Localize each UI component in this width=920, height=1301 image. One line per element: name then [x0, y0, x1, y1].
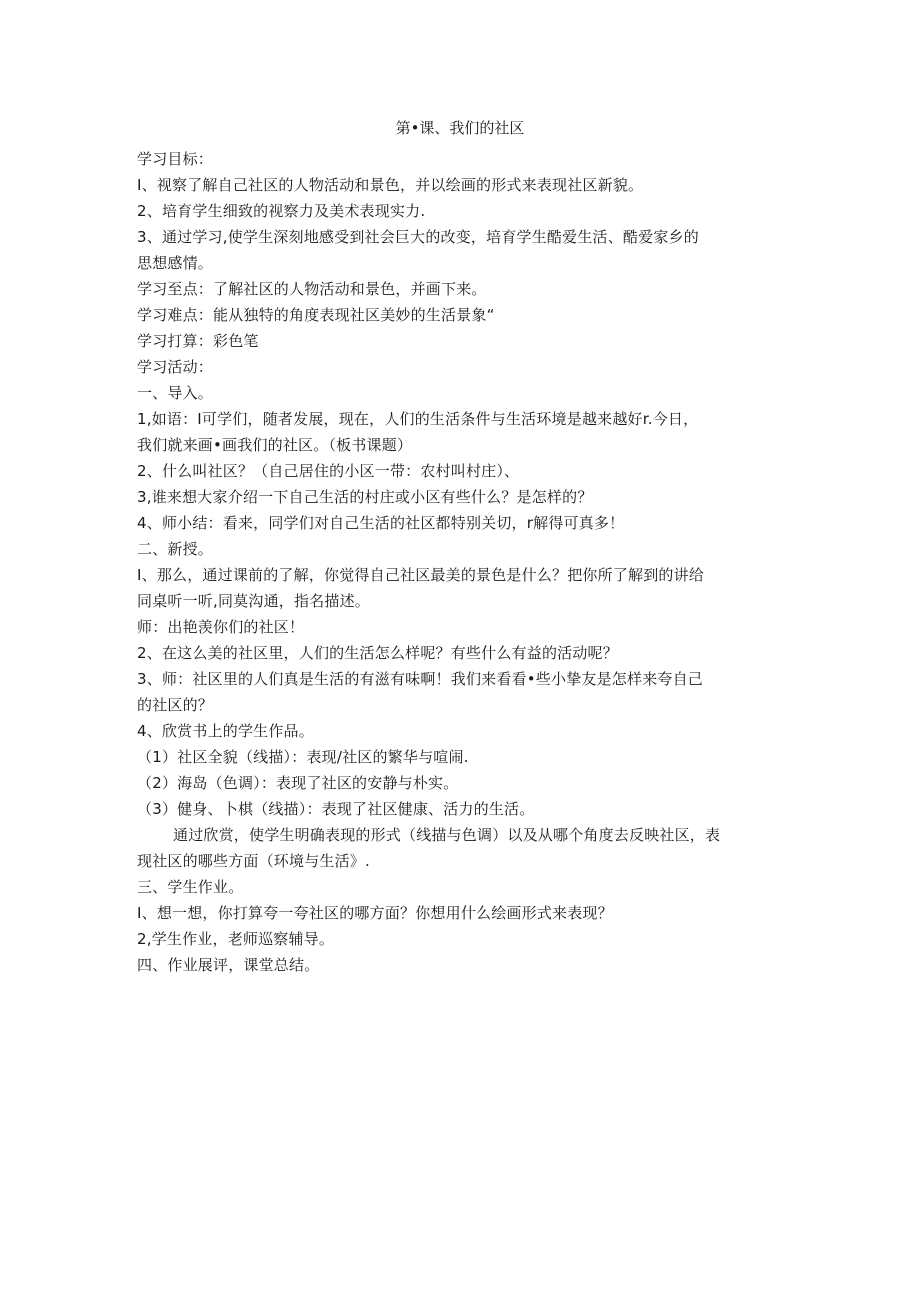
- text-line: 同桌听一听,同莫沟通，指名描述。: [137, 592, 370, 610]
- text-line: 一、导入。: [137, 384, 214, 402]
- text-line: 思想感情。: [137, 254, 214, 272]
- text-line: 2、培育学生细致的视察力及美术表现实力.: [137, 202, 426, 220]
- text-line: 学习打算：彩色笔: [137, 332, 259, 350]
- text-line: 我们就来画•画我们的社区。（板书课题）: [137, 436, 413, 454]
- text-line: 的社区的？: [137, 696, 214, 714]
- text-line: I、视察了解自己社区的人物活动和景色，并以绘画的形式来表现社区新貌。: [137, 176, 644, 194]
- text-line: （1）社区全貌（线描）：表现/社区的繁华与喧闹.: [137, 748, 469, 766]
- text-line: 1,如语：I可学们，随者发展，现在，人们的生活条件与生活环境是越来越好r.今日，: [137, 410, 699, 428]
- text-line: 三、学生作业。: [137, 878, 244, 896]
- text-line: 师：出艳羡你们的社区！: [137, 618, 305, 636]
- text-line: （3）健身、卜棋（线描）：表现了社区健康、活力的生活。: [137, 800, 535, 818]
- text-line: （2）海岛（色调）：表现了社区的安静与朴实。: [137, 774, 459, 792]
- text-line: 3、通过学习,使学生深刻地感受到社会巨大的改变，培育学生酷爱生活、酷爱家乡的: [137, 228, 699, 246]
- text-line: 2、什么叫社区？（自己居住的小区一带：农村叫村庄）、: [137, 462, 520, 480]
- text-line: 现社区的哪些方面（环境与生活》.: [137, 852, 370, 870]
- page-title: 第•课、我们的社区: [395, 119, 525, 137]
- text-line: 学习难点：能从独特的角度表现社区美妙的生活景象“: [137, 306, 495, 324]
- document-body: [137, 146, 787, 978]
- text-line: I、想一想，你打算夸一夸社区的哪方面？你想用什么绘画形式来表现？: [137, 904, 613, 922]
- text-line: 四、作业展评，课堂总结。: [137, 956, 320, 974]
- text-line: 二、新授。: [137, 540, 214, 558]
- text-line: 学习目标：: [137, 150, 214, 168]
- text-line: 2、在这么美的社区里，人们的生活怎么样呢？有些什么有益的活动呢？: [137, 644, 618, 662]
- text-line: 2,学生作业，老师巡察辅导。: [137, 930, 335, 948]
- text-line: 3、师：社区里的人们真是生活的有滋有味啊！我们来看看•些小挚友是怎样来夸自己: [137, 670, 703, 688]
- text-line: 3,谁来想大家介绍一下自己生活的村庄或小区有些什么？是怎样的？: [137, 488, 593, 506]
- text-line: 4、师小结：看来，同学们对自己生活的社区都特别关切，r解得可真多！: [137, 514, 625, 532]
- text-line: I、那么，通过课前的了解，你觉得自己社区最美的景色是什么？把你所了解到的讲给: [137, 566, 705, 584]
- text-line: 学习活动：: [137, 358, 214, 376]
- text-line: 4、欣赏书上的学生作品。: [137, 722, 314, 740]
- text-line: 通过欣赏，使学生明确表现的形式（线描与色调）以及从哪个角度去反映社区，表: [173, 826, 721, 844]
- text-line: 学习至点：了解社区的人物活动和景色，并画下来。: [137, 280, 487, 298]
